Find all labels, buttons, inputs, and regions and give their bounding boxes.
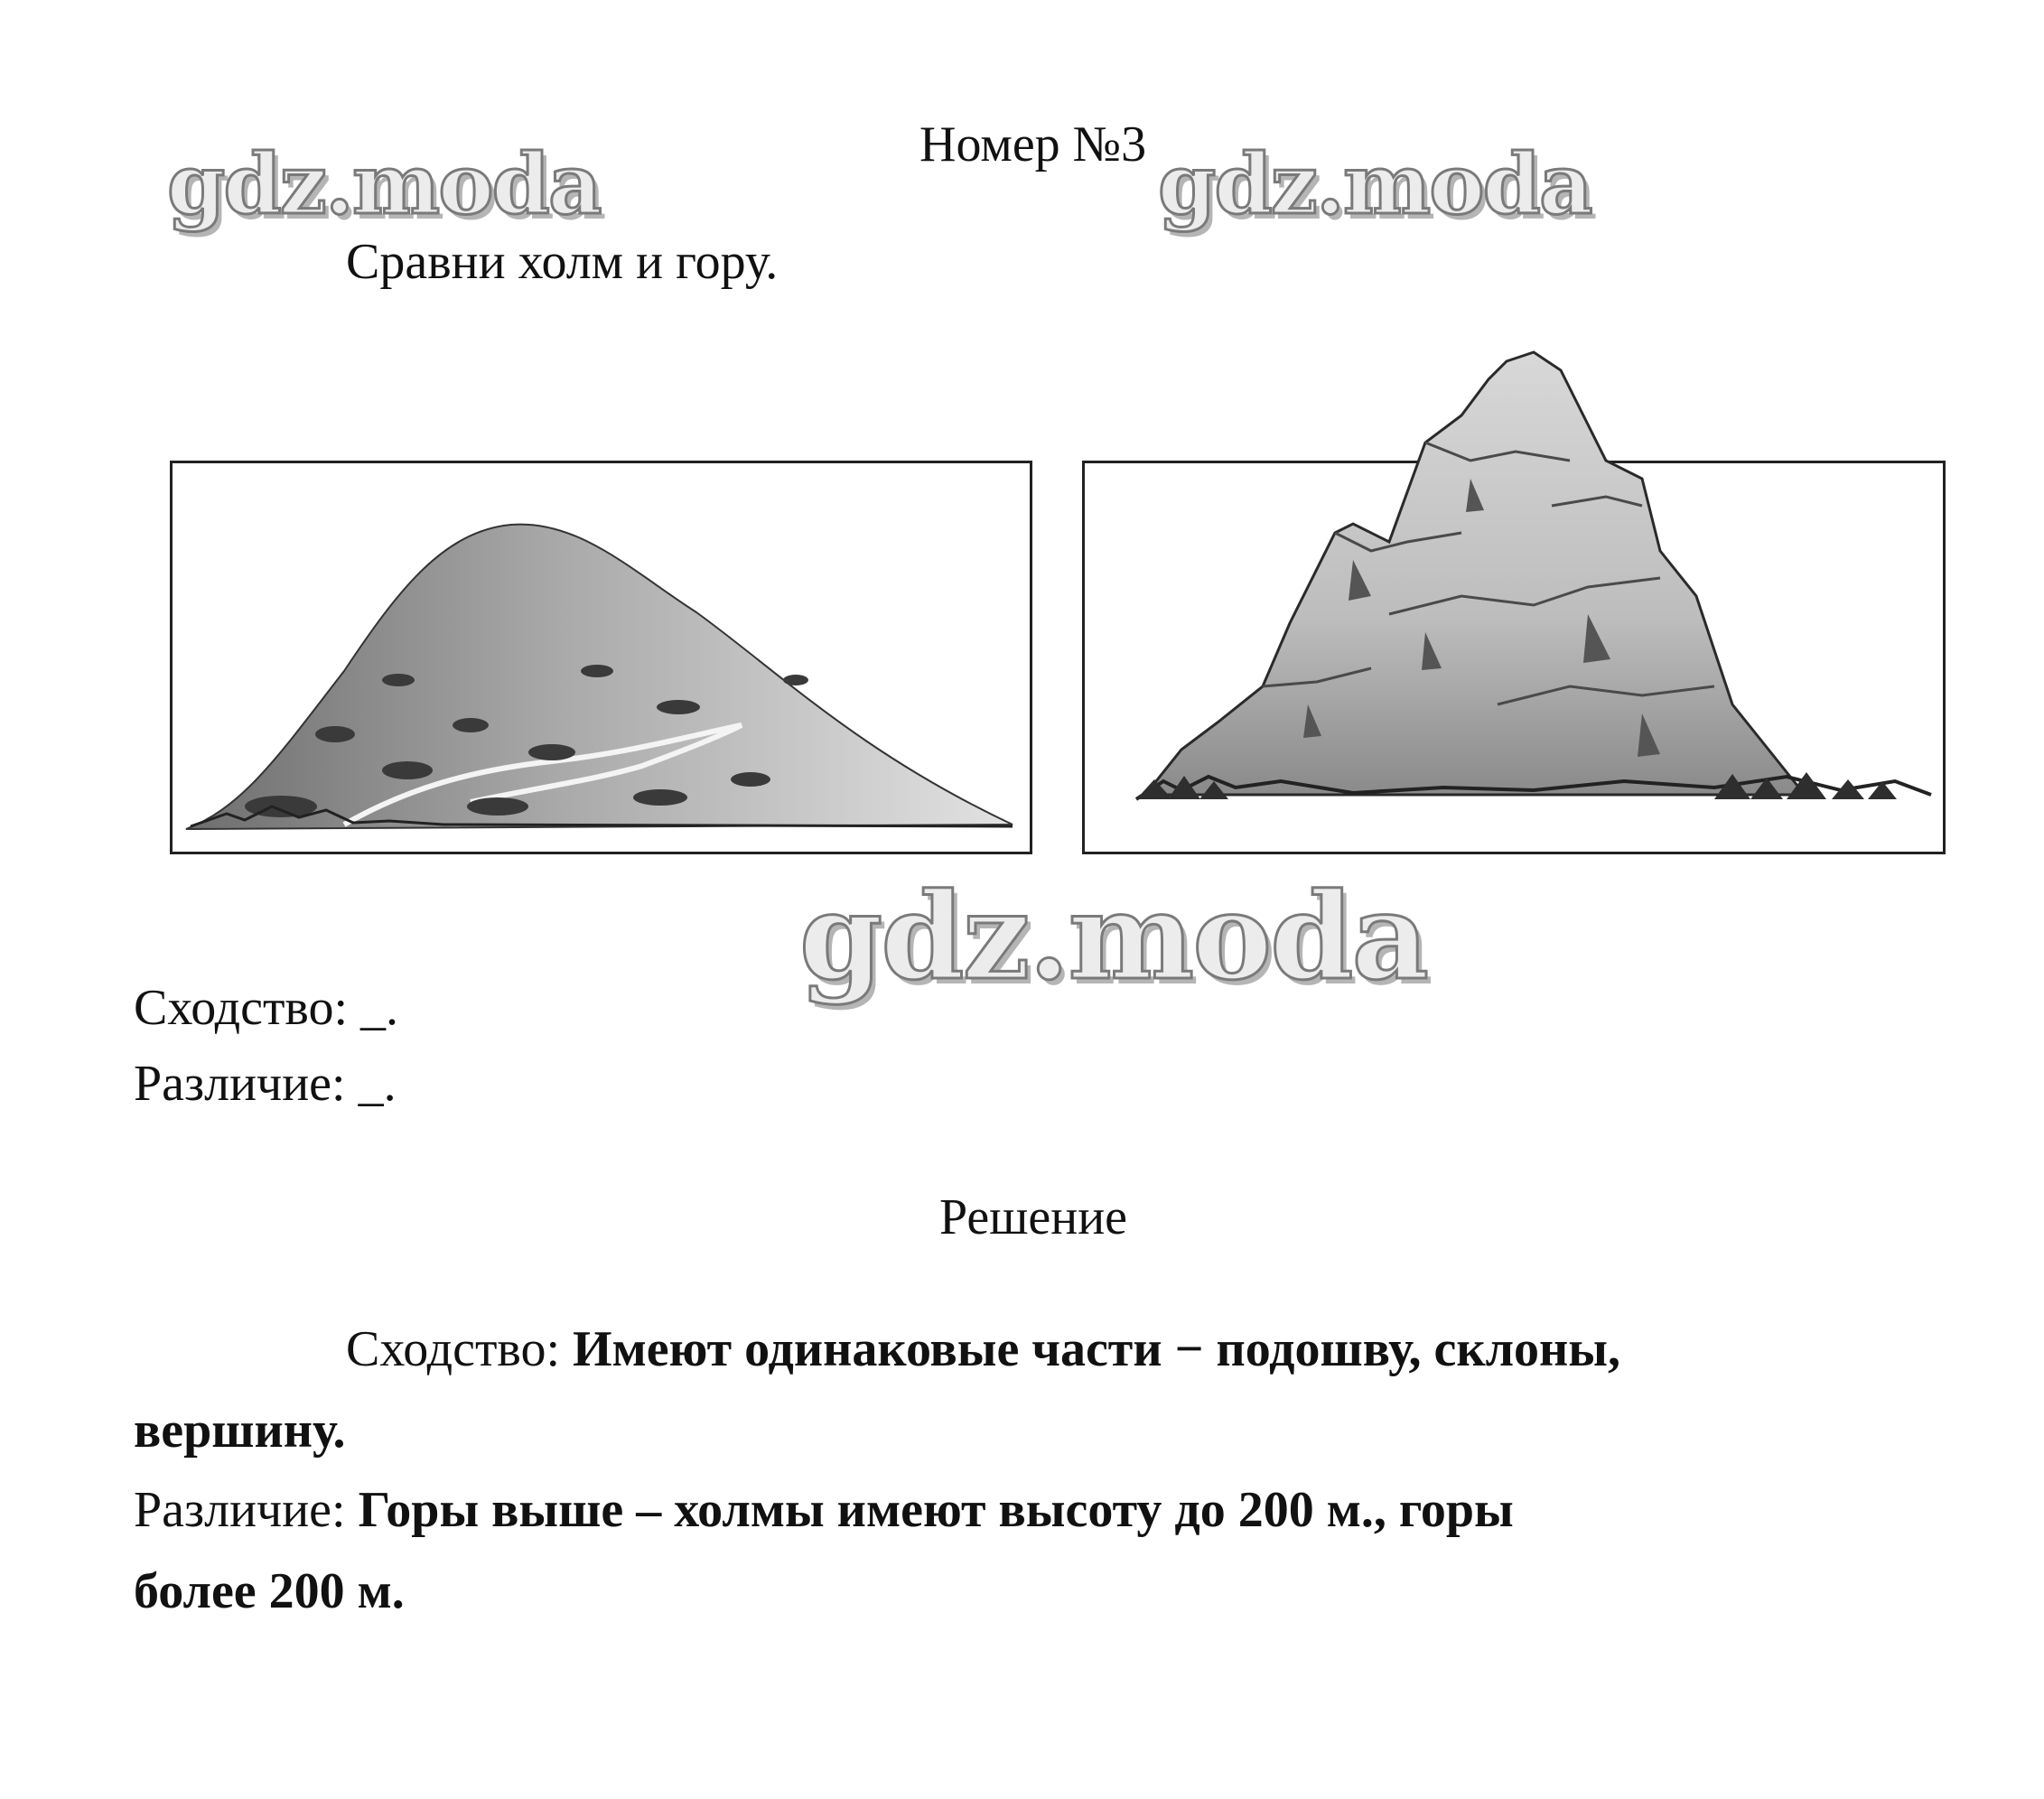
question-similarity-label: Сходство:	[134, 980, 349, 1036]
question-difference-label: Различие:	[134, 1056, 346, 1112]
hill-illustration-frame	[170, 461, 1032, 854]
watermark-top-right: gdz.moda	[1158, 135, 1591, 233]
question-difference-blank: _.	[358, 1056, 397, 1112]
solution-difference-line2	[134, 1563, 405, 1619]
solution-similarity-label: Сходство:	[346, 1321, 561, 1377]
task-prompt: Сравни холм и гору.	[346, 234, 779, 290]
question-difference	[134, 1056, 397, 1112]
solution-similarity-text: Имеют одинаковые части − подошву, склоны,	[573, 1321, 1620, 1377]
solution-similarity-continuation: вершину.	[134, 1403, 346, 1459]
question-similarity	[134, 980, 399, 1036]
solution-difference-label: Различие:	[134, 1482, 346, 1538]
solution-similarity-line2	[134, 1403, 346, 1459]
hill-drawing	[173, 463, 1030, 852]
solution-difference-text: Горы выше – холмы имеют высоту до 200 м., горы	[358, 1482, 1514, 1538]
solution-similarity-line1	[346, 1321, 1620, 1377]
watermark-middle: gdz.moda	[799, 867, 1428, 1007]
watermark-top-left: gdz.moda	[167, 135, 601, 233]
solution-heading: Решение	[939, 1189, 1128, 1245]
question-similarity-blank: _.	[360, 980, 399, 1036]
task-number: Номер №3	[919, 117, 1147, 172]
solution-difference-line1	[134, 1482, 1514, 1538]
mountain-drawing	[1082, 325, 1940, 849]
solution-difference-continuation: более 200 м.	[134, 1563, 405, 1619]
